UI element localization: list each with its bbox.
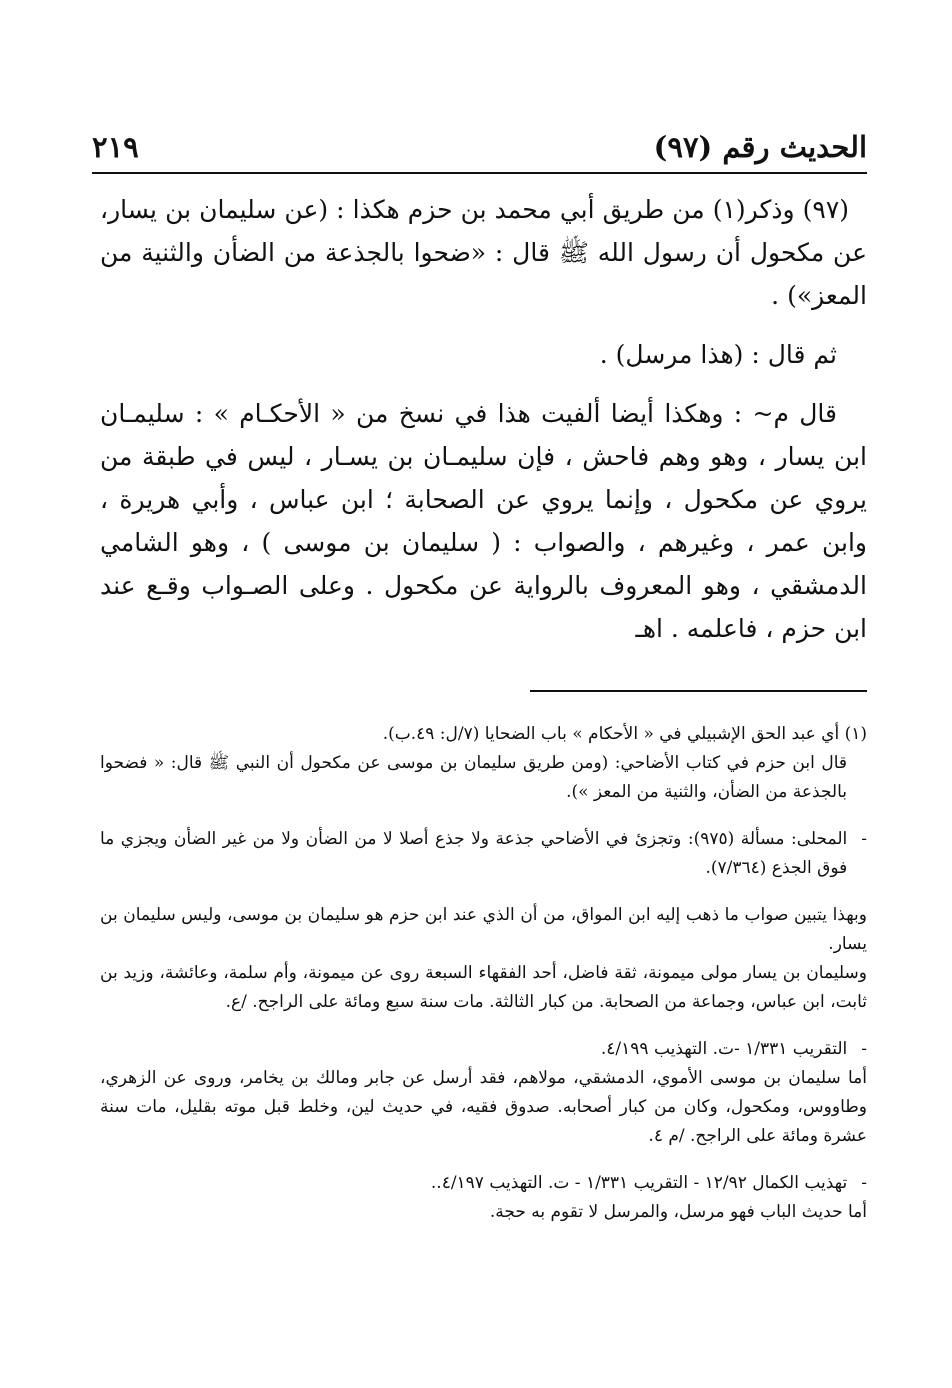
paragraph-commentary: قال م~ : وهكذا أيضا ألفيت هذا في نسخ من « الأحكـام » : سليمـان ابن يسار ، وهو وهم فاحش ، فإن سليمـان بن يسـار ، ليس في طبقة من يروي عن مكحول ، وإنما يروي عن الصحابة ؛ ابن عباس ، وأبي هريرة ، وابن عمر ، وغيرهم ، والصواب : ( سليمان بن موسى ) ، وهو الشامي الدمشقي ، وهو المعروف بالرواية عن مكحول . وعلى الصـواب وقـع عند ابن حزم ، فاعلمه . اهـ: [100, 399, 867, 643]
dash-marker: -: [861, 829, 867, 849]
header-rule: [92, 172, 867, 174]
footnote-rule: [530, 690, 867, 692]
footnote-notes: [100, 901, 867, 1017]
muhalla-text: المحلى: مسألة (٩٧٥): وتجزئ في الأضاحي جذعة ولا جذع أصلا لا من الضأن ولا من غير الضأن ويجزي ما فوق الجذع (٧/٣٦٤).: [100, 829, 848, 878]
taqrib-ref: التقريب ١/٣٣١ -ت. التهذيب ٤/١٩٩.: [600, 1039, 848, 1059]
dash-marker: -: [861, 1039, 867, 1059]
main-text: [100, 188, 867, 666]
paragraph-hadith: (٩٧) وذكر(١) من طريق أبي محمد بن حزم هكذا : (عن سليمان بن يسار، عن مكحول أن رسول الله ﷺ قال : «ضحوا بالجذعة من الضأن والثنية من المعز») .: [100, 195, 867, 310]
paragraph-mursal: ثم قال : (هذا مرسل) .: [599, 340, 837, 369]
footnote-1: [100, 720, 867, 807]
tahdhib-detail: أما حديث الباب فهو مرسل، والمرسل لا تقوم به حجة.: [489, 1202, 867, 1222]
tahdhib-ref: تهذيب الكمال ١٢/٩٢ - التقريب ١/٣٣١ - ت. التهذيب ٤/١٩٧..: [430, 1173, 848, 1193]
note-sulayman-yasar: وسليمان بن يسار مولى ميمونة، ثقة فاضل، أحد الفقهاء السبعة روى عن ميمونة، وأم سلمة، وعائشة، وزيد بن ثابت، ابن عباس، وجماعة من الصحابة. من كبار الثالثة. مات سنة سبع ومائة على الراجح. /ع.: [100, 963, 867, 1012]
footnote-muhalla: [100, 825, 867, 883]
footnote-1-source: (١) أي عبد الحق الإشبيلي في « الأحكام » باب الضحايا (٧/ل: ٤٩.ب).: [382, 724, 867, 744]
footnote-1-quote: قال ابن حزم في كتاب الأضاحي: (ومن طريق سليمان بن موسى عن مكحول أن النبي ﷺ قال: « فضحوا بالجذعة من الضأن، والثنية من المعز »).: [100, 753, 847, 802]
chapter-title: الحديث رقم (٩٧): [653, 130, 867, 164]
running-header: [92, 118, 867, 164]
dash-marker: -: [861, 1173, 867, 1193]
footnotes: [100, 720, 867, 1245]
footnote-taqrib: [100, 1035, 867, 1151]
taqrib-detail: أما سليمان بن موسى الأموي، الدمشقي، مولاهم، فقد أرسل عن جابر ومالك بن يخامر، وروى عن الزهري، وطاووس، ومكحول، وكان من كبار أصحابه. صدوق فقيه، في حديث لين، وخلط قبل موته بقليل، مات سنة عشرة ومائة على الراجح. /م ٤.: [100, 1068, 867, 1146]
footnote-tahdhib: [100, 1169, 867, 1227]
note-ibn-mawwaq: وبهذا يتبين صواب ما ذهب إليه ابن المواق، من أن الذي عند ابن حزم هو سليمان بن موسى، وليس سليمان بن يسار.: [100, 905, 867, 954]
page-number: ٢١٩: [92, 130, 139, 164]
